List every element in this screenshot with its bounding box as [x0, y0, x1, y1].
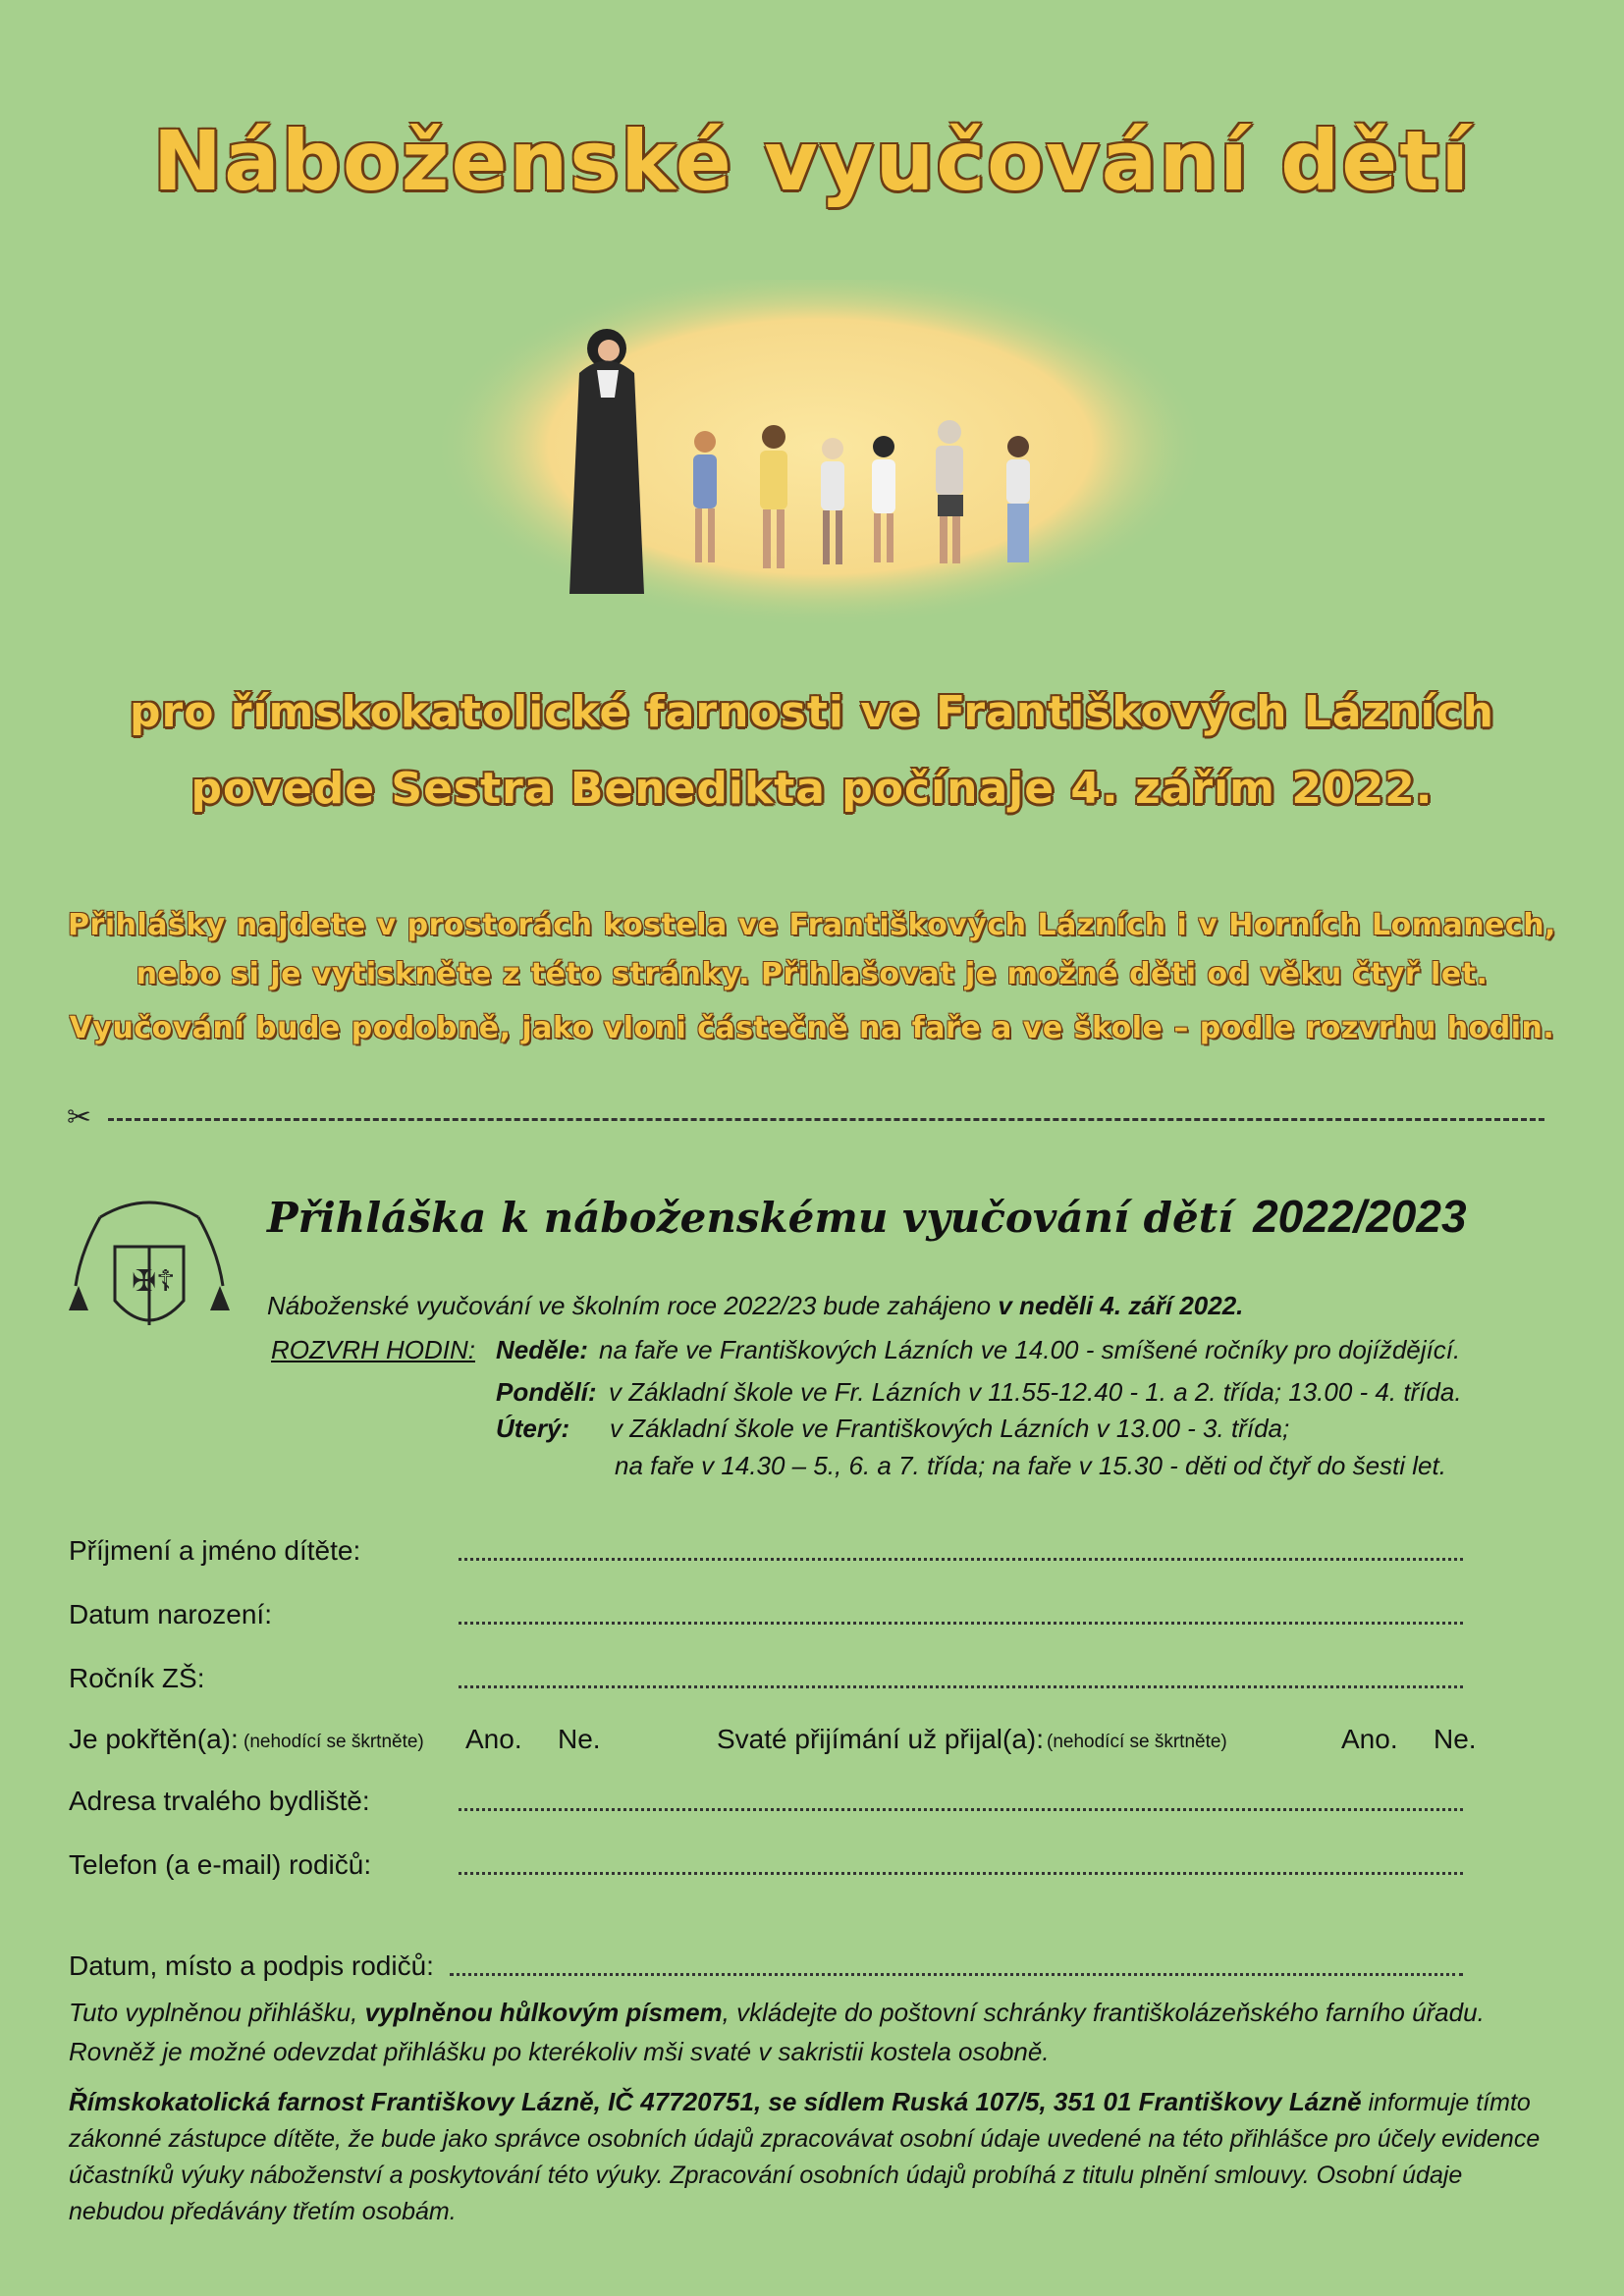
subtitle-line-2: povede Sestra Benedikta počínaje 4. zářím 2022.	[190, 764, 1434, 814]
nun-with-children-illustration	[432, 280, 1208, 643]
schedule-label: ROZVRH HODIN:	[271, 1335, 475, 1364]
baptism-communion-row	[69, 1720, 1561, 1759]
dotted-line[interactable]	[459, 1872, 1463, 1875]
note-line-3: Vyučování bude podobně, jako vloni částečně na faře a ve škole – podle rozvrhu hodin.	[69, 1011, 1555, 1045]
schedule-row	[496, 1414, 1290, 1444]
dotted-line[interactable]	[459, 1558, 1463, 1561]
form-title-text: Přihláška k náboženskému vyučování dětí	[267, 1194, 1234, 1242]
baptized-no-option[interactable]: Ne.	[558, 1724, 601, 1754]
field-label: Příjmení a jméno dítěte:	[69, 1535, 361, 1566]
grade-field[interactable]	[69, 1659, 1463, 1698]
coat-of-arms-icon	[61, 1193, 238, 1350]
baptized-yes-option[interactable]: Ano.	[465, 1724, 522, 1754]
address-field[interactable]	[69, 1782, 1463, 1821]
field-label: Adresa trvalého bydliště:	[69, 1786, 370, 1816]
schedule-day: Pondělí:	[496, 1377, 597, 1407]
schedule-extra: na faře v 14.30 – 5., 6. a 7. třída; na faře v 15.30 - děti od čtyř do šesti let.	[615, 1451, 1446, 1480]
child-name-field[interactable]	[69, 1531, 1463, 1571]
instructions-pre: Tuto vyplněnou přihlášku,	[69, 1998, 365, 2027]
signature-field[interactable]	[69, 1947, 1463, 1986]
page-title: Náboženské vyučování dětí	[152, 113, 1472, 209]
communion-yes-option[interactable]: Ano.	[1341, 1724, 1398, 1754]
instructions-post: , vkládejte do poštovní schránky františkolázeňského farního úřadu. Rovněž je možné odevzdat přihlášku po kterékoliv mši svaté v sakristii kostela osobně.	[69, 1998, 1485, 2066]
svg-text:✠: ✠	[132, 1264, 157, 1299]
cut-line	[67, 1100, 1544, 1135]
note-line-1: Přihlášky najdete v prostorách kostela ve Františkových Lázních i v Horních Lomanech,	[68, 908, 1556, 942]
birth-date-field[interactable]	[69, 1595, 1463, 1634]
dotted-line[interactable]	[450, 1973, 1463, 1976]
dotted-line[interactable]	[459, 1685, 1463, 1688]
gdpr-text: informuje tímto zákonné zástupce dítěte, že bude jako správce osobních údajů zpracovávat osobní údaje uvedené na této přihlášce pro účely evidence účastníků výuky náboženství a poskytování této výuky. Zpracování osobních údajů probíhá z titulu plnění smlouvy. Osobní údaje nebudou předávány třetím osobám.	[69, 2089, 1541, 2225]
instructions-bold: vyplněnou hůlkovým písmem	[364, 1998, 723, 2027]
gdpr-controller: Římskokatolická farnost Františkovy Lázně, IČ 47720751, se sídlem Ruská 107/5, 351 01 Františkovy Lázně	[69, 2087, 1362, 2116]
form-year: 2022/2023	[1253, 1191, 1467, 1242]
dotted-line[interactable]	[459, 1622, 1463, 1625]
communion-hint: (nehodící se škrtněte)	[1047, 1732, 1227, 1752]
scissors-icon: ✂	[67, 1100, 92, 1135]
phone-email-field[interactable]	[69, 1845, 1463, 1885]
field-label: Datum narození:	[69, 1599, 272, 1629]
schedule-text: v Základní škole ve Františkových Lázních v 13.00 - 3. třída;	[610, 1414, 1290, 1443]
communion-label: Svaté přijímání už přijal(a):	[717, 1724, 1045, 1754]
baptized-label: Je pokřtěn(a):	[69, 1724, 239, 1754]
intro-text: Náboženské vyučování ve školním roce 2022/23 bude zahájeno	[267, 1291, 999, 1320]
note-line-2: nebo si je vytiskněte z této stránky. Přihlašovat je možné děti od věku čtyř let.	[135, 957, 1489, 991]
field-label: Ročník ZŠ:	[69, 1663, 205, 1693]
field-label: Datum, místo a podpis rodičů:	[69, 1950, 434, 1981]
schedule-text: na faře ve Františkových Lázních ve 14.00 - smíšené ročníky pro dojíždějící.	[599, 1335, 1461, 1364]
dashed-divider	[108, 1118, 1544, 1121]
schedule-text: v Základní škole ve Fr. Lázních v 11.55-12.40 - 1. a 2. třída; 13.00 - 4. třída.	[609, 1377, 1462, 1407]
svg-text:☦: ☦	[156, 1264, 176, 1299]
schedule-day: Neděle:	[496, 1335, 588, 1364]
instructions-paragraph	[69, 1993, 1561, 2071]
subtitle-line-1: pro římskokatolické farnosti ve Františkových Lázních	[130, 687, 1494, 737]
form-intro	[267, 1291, 1243, 1321]
communion-no-option[interactable]: Ne.	[1434, 1724, 1477, 1754]
schedule-day: Úterý:	[496, 1414, 570, 1443]
gdpr-notice	[69, 2084, 1561, 2230]
dotted-line[interactable]	[459, 1808, 1463, 1811]
schedule-row	[496, 1335, 1461, 1365]
schedule-row	[496, 1377, 1462, 1408]
field-label: Telefon (a e-mail) rodičů:	[69, 1849, 372, 1880]
intro-date: v neděli 4. září 2022.	[998, 1291, 1244, 1320]
baptized-hint: (nehodící se škrtněte)	[244, 1732, 424, 1752]
form-title	[267, 1190, 1467, 1243]
